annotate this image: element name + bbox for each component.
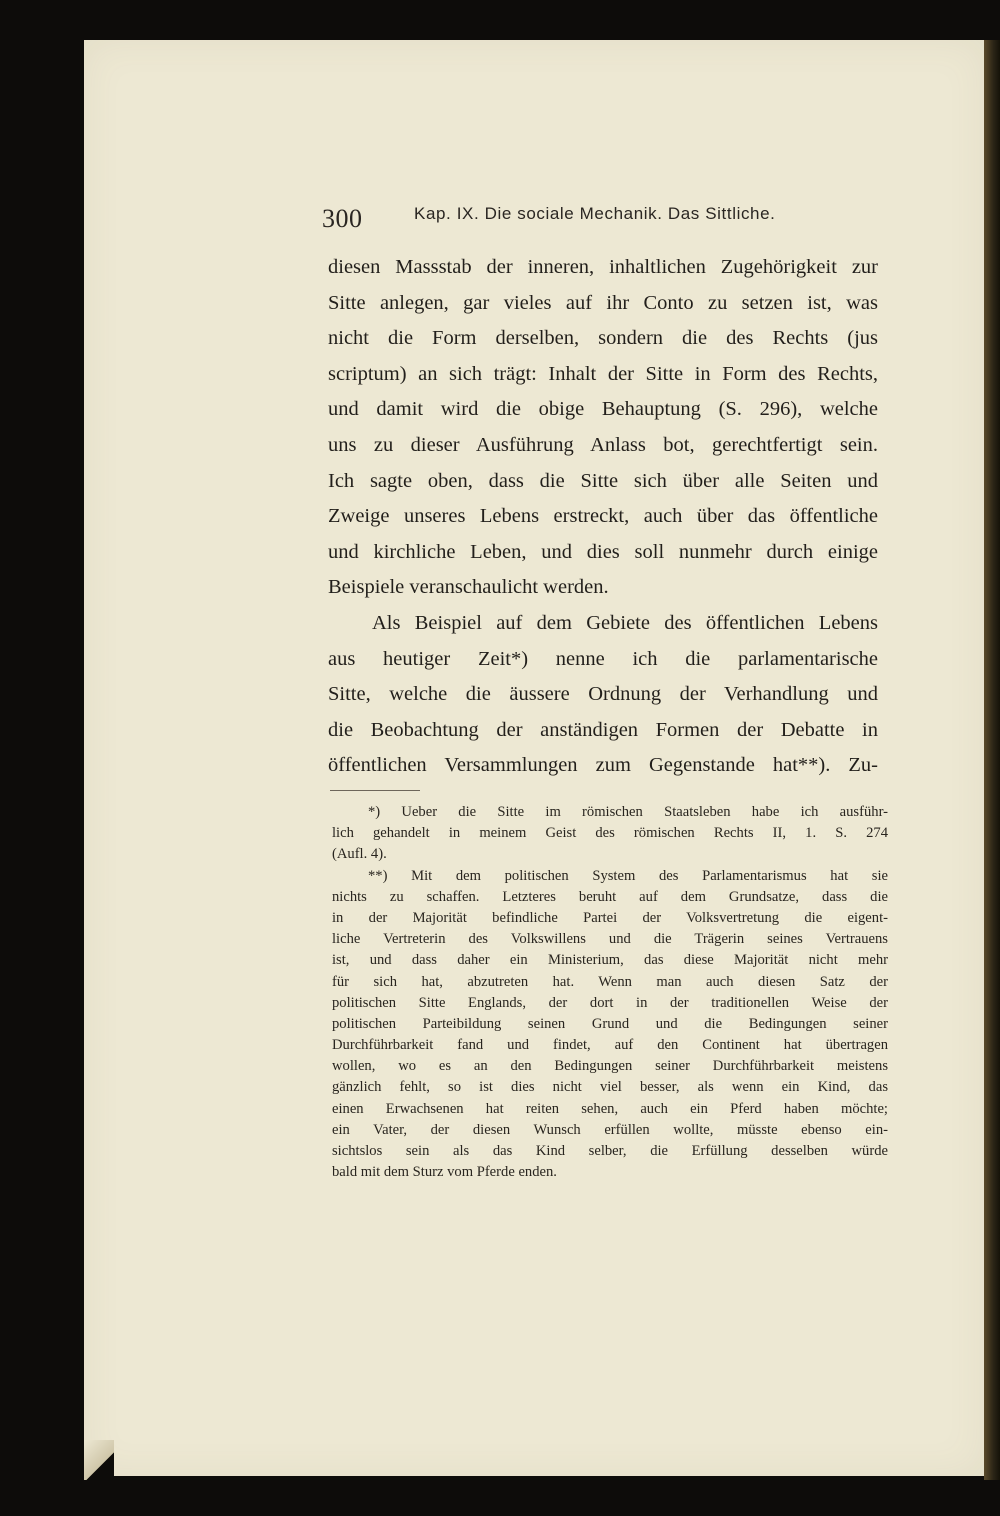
footnote-line: **) Mit dem politischen System des Parlamentarismus hat sie (368, 867, 888, 884)
body-line: uns zu dieser Ausführung Anlass bot, gerechtfertigt sein. (328, 433, 878, 456)
footnote-line: (Aufl. 4). (332, 846, 387, 863)
body-line: scriptum) an sich trägt: Inhalt der Sitte in Form des Rechts, (328, 362, 878, 385)
footnote-line: einen Erwachsenen hat reiten sehen, auch ein Pferd haben möchte; (332, 1100, 888, 1117)
footnotes (332, 802, 888, 1183)
footnote-line: politischen Sitte Englands, der dort in der traditionellen Weise der (332, 994, 888, 1011)
footnote-line: liche Vertreterin des Volkswillens und die Trägerin seines Vertrauens (332, 931, 888, 948)
body-line: und damit wird die obige Behauptung (S. 296), welche (328, 398, 878, 421)
body-line: diesen Massstab der inneren, inhaltlichen Zugehörigkeit zur (328, 256, 878, 278)
body-line: aus heutiger Zeit*) nenne ich die parlamentarische (328, 647, 878, 670)
body-text (328, 250, 878, 784)
footnote-line: wollen, wo es an den Bedingungen seiner Durchführbarkeit meistens (332, 1058, 888, 1075)
body-line: Ich sagte oben, dass die Sitte sich über alle Seiten und (328, 469, 878, 492)
page-corner (84, 1440, 114, 1480)
body-line: Sitte anlegen, gar vieles auf ihr Conto zu setzen ist, was (328, 291, 878, 314)
footnote-line: für sich hat, abzutreten hat. Wenn man auch diesen Satz der (332, 973, 888, 990)
footnote-line: in der Majorität befindliche Partei der Volksvertretung die eigent- (332, 909, 888, 926)
body-line: Als Beispiel auf dem Gebiete des öffentlichen Lebens (372, 611, 878, 634)
page-number: 300 (322, 204, 363, 233)
footnote-line: nichts zu schaffen. Letzteres beruht auf dem Grundsatze, dass die (332, 888, 888, 905)
footnote-line: ist, und dass daher ein Ministerium, das diese Majorität nicht mehr (332, 952, 888, 969)
footnote-line: ein Vater, der diesen Wunsch erfüllen wollte, müsste ebenso ein- (332, 1121, 888, 1138)
body-line: Beispiele veranschaulicht werden. (328, 576, 609, 599)
footnote-line: gänzlich fehlt, so ist dies nicht viel besser, als wenn ein Kind, das (332, 1079, 888, 1096)
footnote-separator (330, 790, 420, 791)
footnote-line: lich gehandelt in meinem Geist des römischen Rechts II, 1. S. 274 (332, 825, 888, 842)
page-edge (984, 40, 1000, 1480)
footnote-line: Durchführbarkeit fand und findet, auf den Continent hat übertragen (332, 1037, 888, 1054)
body-line: Sitte, welche die äussere Ordnung der Verhandlung und (328, 683, 878, 706)
footnote-line: *) Ueber die Sitte im römischen Staatsleben habe ich ausführ- (368, 804, 888, 820)
running-head: Kap. IX. Die sociale Mechanik. Das Sittliche. (414, 204, 776, 223)
body-line: und kirchliche Leben, und dies soll nunmehr durch einige (328, 540, 878, 563)
footnote-line: sichtslos sein als das Kind selber, die Erfüllung desselben würde (332, 1143, 888, 1159)
footnote-line: politischen Parteibildung seinen Grund und die Bedingungen seiner (332, 1015, 888, 1032)
footnote-line: bald mit dem Sturz vom Pferde enden. (332, 1164, 557, 1181)
body-line: Zweige unseres Lebens erstreckt, auch über das öffentliche (328, 505, 878, 528)
body-line: öffentlichen Versammlungen zum Gegenstande hat**). Zu- (328, 754, 878, 777)
body-line: nicht die Form derselben, sondern die des Rechts (jus (328, 327, 878, 350)
body-line: die Beobachtung der anständigen Formen der Debatte in (328, 718, 878, 741)
page-header (322, 200, 892, 240)
